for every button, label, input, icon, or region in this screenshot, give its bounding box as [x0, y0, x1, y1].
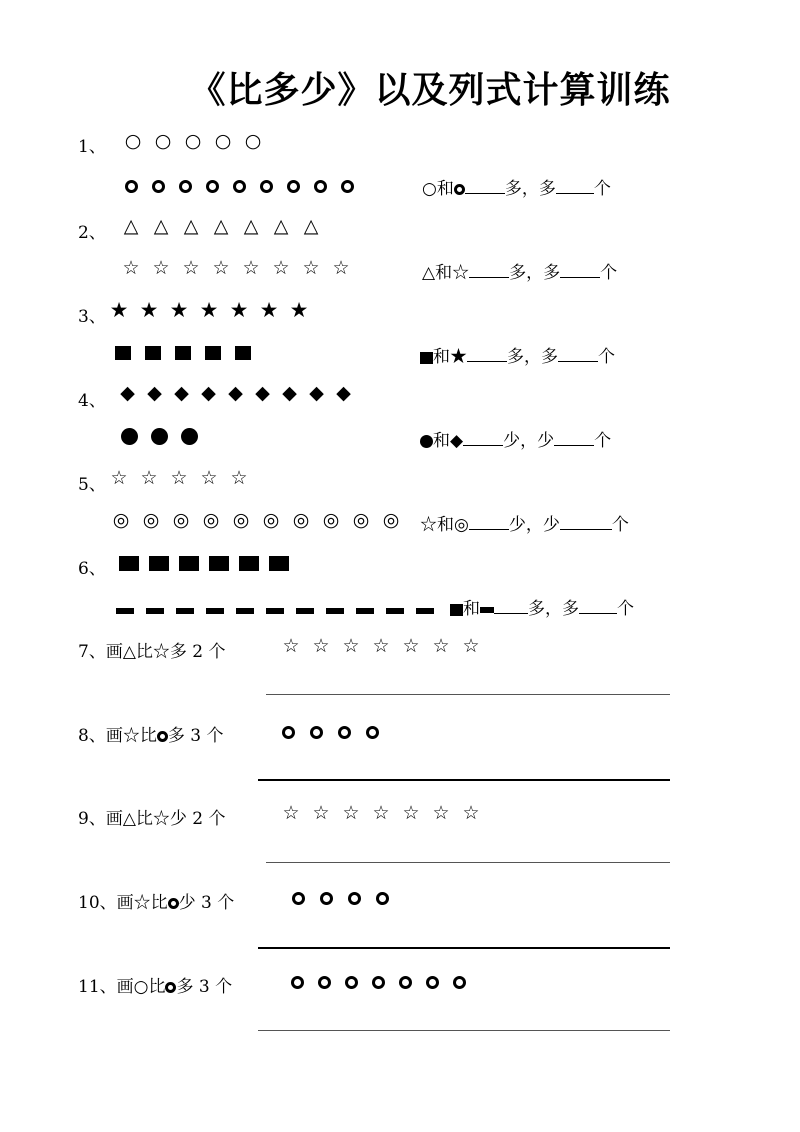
bar-icon [326, 608, 344, 614]
star-outline-icon: ☆ [432, 635, 450, 657]
filled-circle-icon [121, 428, 138, 445]
star-outline-icon: ☆ [170, 467, 188, 489]
item-9-shapes [276, 802, 486, 824]
item-11-prompt: 11、画○比 多 3 个 [78, 977, 233, 997]
square-icon [235, 346, 251, 360]
answer-blank[interactable] [469, 261, 509, 278]
circle-icon: ○ [184, 130, 202, 152]
item-10-shapes [284, 888, 396, 907]
star-solid-icon: ★ [139, 298, 159, 322]
star-solid-icon: ★ [259, 298, 279, 322]
bar-icon [296, 608, 314, 614]
diamond-icon: ◆ [450, 431, 464, 451]
square-icon [175, 346, 191, 360]
diamond-icon: ◆ [282, 382, 297, 404]
item-8-prompt: 8、画☆比 多 3 个 [78, 726, 224, 746]
bold-ring-icon [310, 726, 323, 739]
diamond-icon: ◆ [255, 382, 270, 404]
bold-ring-icon [320, 892, 333, 905]
bar-icon [116, 608, 134, 614]
drawing-answer-line[interactable] [258, 1030, 670, 1031]
bold-ring-icon [453, 976, 466, 989]
square-icon [179, 556, 199, 571]
square-icon [420, 352, 433, 364]
item-2-question: △和☆ 多，多 个 [422, 263, 618, 283]
bold-ring-icon [454, 184, 465, 195]
star-outline-icon: ☆ [452, 263, 470, 283]
bar-icon [236, 608, 254, 614]
triangle-icon: △ [273, 215, 289, 237]
diamond-icon: ◆ [147, 382, 162, 404]
item-4-bottom-row [114, 426, 204, 445]
square-icon [149, 556, 169, 571]
item-7-shapes [276, 635, 486, 657]
item-1-bottom-row [118, 176, 361, 195]
filled-circle-icon [420, 435, 433, 448]
page-title: 《比多少》以及列式计算训练 [189, 69, 671, 111]
item-3-question: 和★ 多，多 个 [420, 342, 615, 367]
star-outline-icon: ☆ [402, 802, 420, 824]
star-outline-icon: ☆ [342, 802, 360, 824]
star-outline-icon: ☆ [110, 467, 128, 489]
triangle-icon: △ [153, 215, 169, 237]
bold-ring-icon [376, 892, 389, 905]
item-9-prompt: 9、画△比☆少 2 个 [78, 809, 226, 829]
answer-blank[interactable] [554, 429, 594, 446]
triangle-icon: △ [303, 215, 319, 237]
item-4-top-row [114, 382, 357, 404]
filled-circle-icon [151, 428, 168, 445]
item-4-question: 和◆ 少，少 个 [420, 426, 611, 451]
item-1-top-row [118, 130, 268, 152]
drawing-answer-line[interactable] [266, 862, 670, 863]
bar-icon [480, 607, 494, 613]
item-2-number: 2、 [78, 223, 106, 243]
item-6-bottom-row [116, 600, 446, 619]
item-5-bottom-row [106, 509, 406, 531]
item-5-question: ☆和◎ 少，少 个 [420, 515, 629, 535]
answer-blank[interactable] [463, 429, 503, 446]
square-icon [239, 556, 259, 571]
item-2-bottom-row [116, 257, 356, 279]
star-outline-icon: ☆ [282, 635, 300, 657]
circle-icon: ○ [214, 130, 232, 152]
double-circle-icon: ◎ [352, 509, 370, 531]
item-7-prompt: 7、画△比☆多 2 个 [78, 642, 226, 662]
star-outline-icon: ☆ [302, 257, 320, 279]
bold-ring-icon [282, 726, 295, 739]
double-circle-icon: ◎ [322, 509, 340, 531]
star-outline-icon: ☆ [332, 257, 350, 279]
bar-icon [266, 608, 284, 614]
answer-blank[interactable] [465, 177, 505, 194]
item-1-question: ○和 多，多 个 [422, 179, 611, 199]
triangle-icon: △ [183, 215, 199, 237]
star-solid-icon: ★ [109, 298, 129, 322]
circle-icon: ○ [244, 130, 262, 152]
bold-ring-icon [345, 976, 358, 989]
star-outline-icon: ☆ [152, 257, 170, 279]
star-outline-icon: ☆ [372, 802, 390, 824]
star-outline-icon: ☆ [140, 467, 158, 489]
star-outline-icon: ☆ [200, 467, 218, 489]
bar-icon [416, 608, 434, 614]
star-outline-icon: ☆ [242, 257, 260, 279]
diamond-icon: ◆ [174, 382, 189, 404]
triangle-icon: △ [213, 215, 229, 237]
item-6-question: 和 多，多 个 [450, 594, 634, 619]
diamond-icon: ◆ [120, 382, 135, 404]
double-circle-icon: ◎ [262, 509, 280, 531]
drawing-answer-line[interactable] [266, 694, 670, 695]
star-outline-icon: ☆ [312, 635, 330, 657]
star-outline-icon: ☆ [420, 515, 437, 535]
star-solid-icon: ★ [169, 298, 189, 322]
star-outline-icon: ☆ [182, 257, 200, 279]
answer-blank[interactable] [558, 345, 598, 362]
star-outline-icon: ☆ [462, 635, 480, 657]
bar-icon [176, 608, 194, 614]
item-5-number: 5、 [78, 475, 106, 495]
bold-ring-icon [179, 180, 192, 193]
star-outline-icon: ☆ [282, 802, 300, 824]
star-outline-icon: ☆ [312, 802, 330, 824]
answer-blank[interactable] [469, 513, 509, 530]
bar-icon [356, 608, 374, 614]
bold-ring-icon [426, 976, 439, 989]
bold-ring-icon [372, 976, 385, 989]
square-icon [209, 556, 229, 571]
double-circle-icon: ◎ [202, 509, 220, 531]
bold-ring-icon [291, 976, 304, 989]
answer-blank[interactable] [556, 177, 594, 194]
item-2-top-row [116, 215, 326, 237]
item-1-number: 1、 [78, 137, 106, 157]
square-icon [119, 556, 139, 571]
star-outline-icon: ☆ [342, 635, 360, 657]
diamond-icon: ◆ [336, 382, 351, 404]
bold-ring-icon [260, 180, 273, 193]
double-circle-icon: ◎ [142, 509, 160, 531]
filled-circle-icon [181, 428, 198, 445]
square-icon [205, 346, 221, 360]
star-outline-icon: ☆ [212, 257, 230, 279]
item-3-bottom-row [108, 342, 258, 361]
circle-icon: ○ [154, 130, 172, 152]
diamond-icon: ◆ [309, 382, 324, 404]
star-outline-icon: ☆ [230, 467, 248, 489]
square-icon [269, 556, 289, 571]
star-outline-icon: ☆ [372, 635, 390, 657]
square-icon [115, 346, 131, 360]
answer-blank[interactable] [560, 513, 612, 530]
double-circle-icon: ◎ [232, 509, 250, 531]
item-8-shapes [274, 722, 386, 741]
answer-blank[interactable] [467, 345, 507, 362]
answer-blank[interactable] [560, 261, 600, 278]
drawing-answer-line[interactable] [258, 947, 670, 949]
star-solid-icon: ★ [199, 298, 219, 322]
bold-ring-icon [338, 726, 351, 739]
drawing-answer-line[interactable] [258, 779, 670, 781]
star-solid-icon: ★ [229, 298, 249, 322]
bold-ring-icon [206, 180, 219, 193]
star-outline-icon: ☆ [462, 802, 480, 824]
bold-ring-icon [318, 976, 331, 989]
item-5-top-row [104, 467, 254, 489]
double-circle-icon: ◎ [292, 509, 310, 531]
star-solid-icon: ★ [289, 298, 309, 322]
item-4-number: 4、 [78, 391, 106, 411]
double-circle-icon: ◎ [172, 509, 190, 531]
item-6-number: 6、 [78, 559, 106, 579]
star-outline-icon: ☆ [402, 635, 420, 657]
bold-ring-icon [366, 726, 379, 739]
item-11-shapes [284, 972, 473, 991]
bold-ring-icon [314, 180, 327, 193]
bold-ring-icon [348, 892, 361, 905]
bold-ring-icon [125, 180, 138, 193]
bold-ring-icon [157, 731, 168, 742]
bold-ring-icon [287, 180, 300, 193]
item-3-top-row [104, 298, 314, 322]
circle-icon: ○ [422, 179, 437, 199]
item-6-top-row [114, 553, 294, 572]
star-solid-icon: ★ [450, 347, 467, 367]
triangle-icon: △ [123, 215, 139, 237]
item-10-prompt: 10、画☆比 少 3 个 [78, 893, 235, 913]
square-icon [145, 346, 161, 360]
double-circle-icon: ◎ [382, 509, 400, 531]
circle-icon: ○ [124, 130, 142, 152]
bold-ring-icon [165, 982, 176, 993]
star-outline-icon: ☆ [272, 257, 290, 279]
answer-blank[interactable] [579, 597, 617, 614]
item-3-number: 3、 [78, 307, 106, 327]
bold-ring-icon [168, 898, 179, 909]
star-outline-icon: ☆ [432, 802, 450, 824]
triangle-icon: △ [243, 215, 259, 237]
double-circle-icon: ◎ [454, 515, 469, 535]
diamond-icon: ◆ [201, 382, 216, 404]
bold-ring-icon [399, 976, 412, 989]
bar-icon [146, 608, 164, 614]
triangle-icon: △ [422, 263, 436, 283]
double-circle-icon: ◎ [112, 509, 130, 531]
star-outline-icon: ☆ [122, 257, 140, 279]
bold-ring-icon [152, 180, 165, 193]
bold-ring-icon [233, 180, 246, 193]
square-icon [450, 604, 463, 616]
answer-blank[interactable] [494, 597, 528, 614]
bold-ring-icon [341, 180, 354, 193]
diamond-icon: ◆ [228, 382, 243, 404]
bar-icon [206, 608, 224, 614]
bar-icon [386, 608, 404, 614]
bold-ring-icon [292, 892, 305, 905]
